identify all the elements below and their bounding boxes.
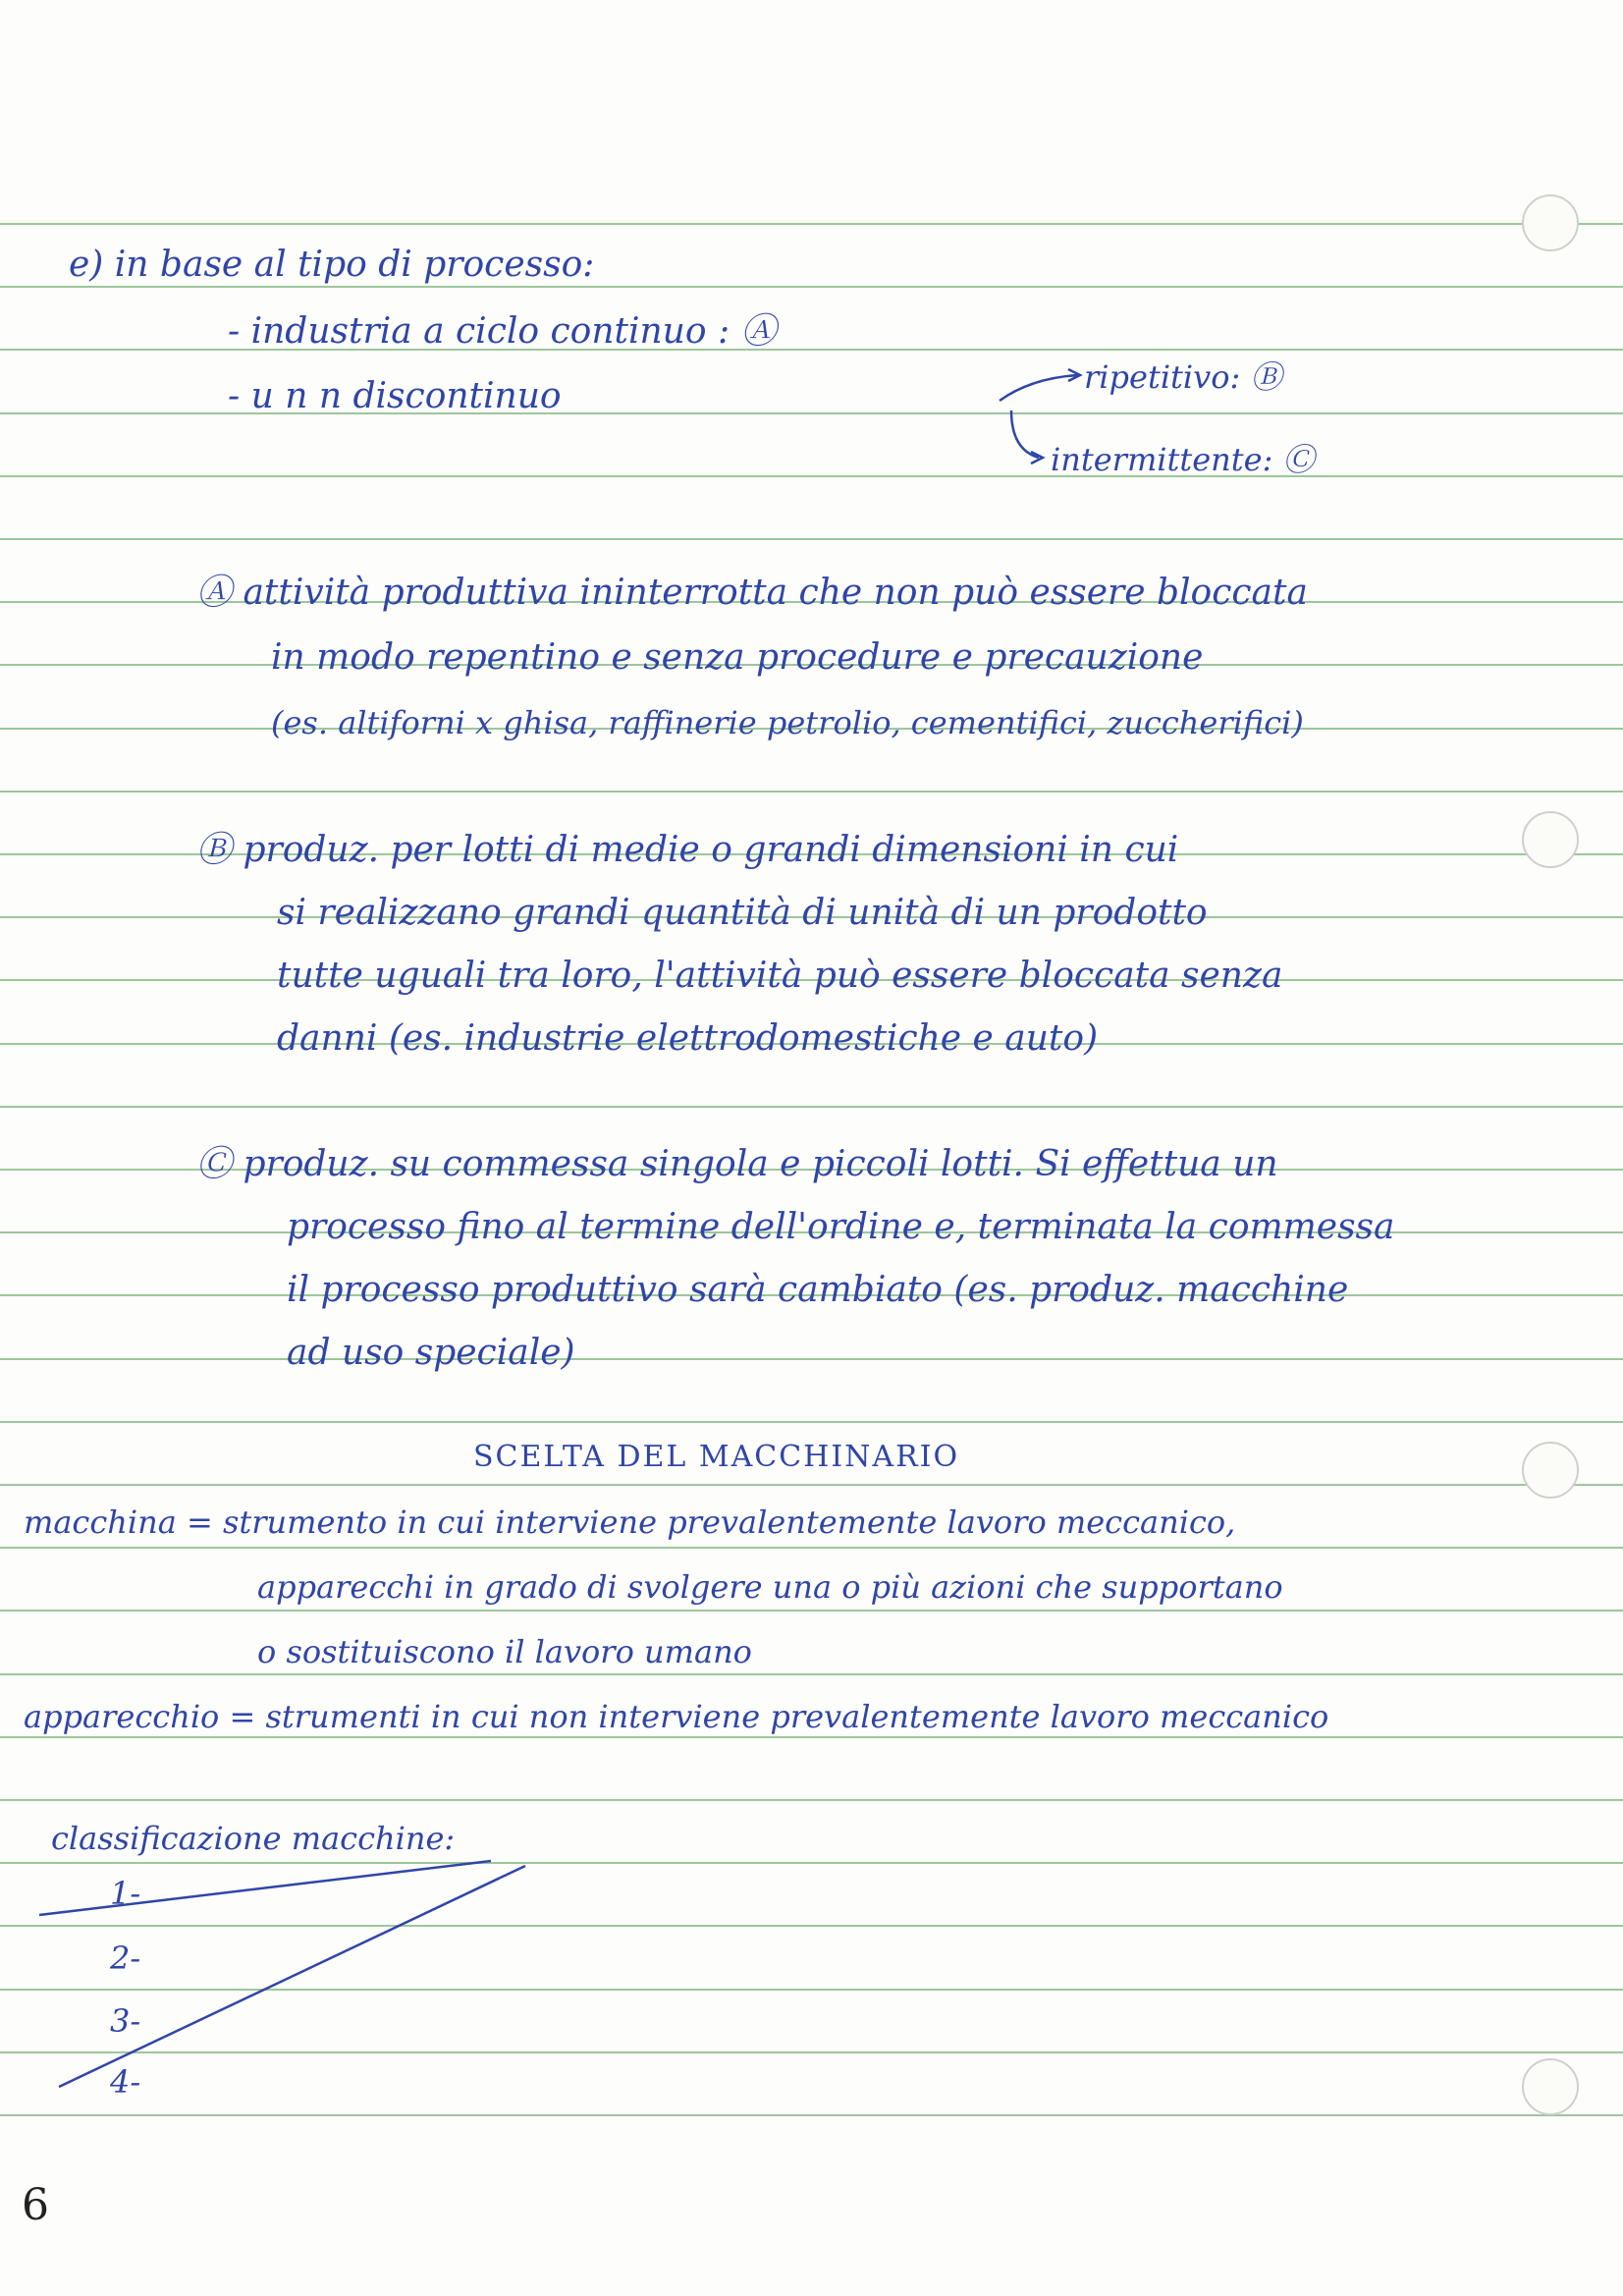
note-B-line-1: Ⓑ produz. per lotti di medie o grandi dimensioni in cui — [196, 830, 1179, 870]
note-A-line-1: Ⓐ attività produttiva ininterrotta che non può essere bloccata — [196, 573, 1308, 613]
section-title: SCELTA DEL MACCHINARIO — [473, 1440, 960, 1474]
note-C-line-2: processo fino al termine dell'ordine e, terminata la commessa — [287, 1207, 1395, 1247]
def-macchina-line-3: o sostituiscono il lavoro umano — [257, 1633, 752, 1670]
note-B-line-4: danni (es. industrie elettrodomestiche e auto) — [277, 1018, 1099, 1059]
note-C-line-1: Ⓒ produz. su commessa singola e piccoli lotti. Si effettua un — [196, 1144, 1278, 1184]
note-C-line-4: ad uso speciale) — [287, 1333, 575, 1373]
def-apparecchio: apparecchio = strumenti in cui non interviene prevalentemente lavoro meccanico — [24, 1698, 1329, 1735]
classification-item-3: 3- — [110, 2002, 141, 2040]
note-A-line-2: in modo repentino e senza procedure e precauzione — [271, 637, 1204, 678]
note-A-line-3: (es. altiforni x ghisa, raffinerie petrolio, cementifici, zuccherifici) — [271, 704, 1304, 741]
def-macchina-line-2: apparecchi in grado di svolgere una o più azioni che supportano — [257, 1568, 1283, 1606]
note-B-line-2: si realizzano grandi quantità di unità di un prodotto — [277, 893, 1208, 933]
branch-repetitive: ripetitivo: Ⓑ — [1084, 358, 1282, 396]
line-continuous-cycle: - industria a ciclo continuo : Ⓐ — [228, 311, 777, 352]
classification-item-2: 2- — [110, 1940, 141, 1977]
line-discontinuous: - u n n discontinuo — [228, 376, 562, 416]
def-macchina-line-1: macchina = strumento in cui interviene prevalentemente lavoro meccanico, — [24, 1503, 1236, 1541]
page-number: 6 — [22, 2180, 49, 2230]
heading-process-type: e) in base al tipo di processo: — [69, 245, 595, 285]
note-B-line-3: tutte uguali tra loro, l'attività può essere bloccata senza — [277, 956, 1283, 996]
classification-heading: classificazione macchine: — [51, 1820, 456, 1857]
classification-item-4: 4- — [110, 2063, 141, 2101]
note-C-line-3: il processo produttivo sarà cambiato (es. produz. macchine — [287, 1270, 1349, 1310]
classification-item-1: 1- — [110, 1875, 141, 1912]
branch-intermittent: intermittente: Ⓒ — [1051, 441, 1315, 478]
